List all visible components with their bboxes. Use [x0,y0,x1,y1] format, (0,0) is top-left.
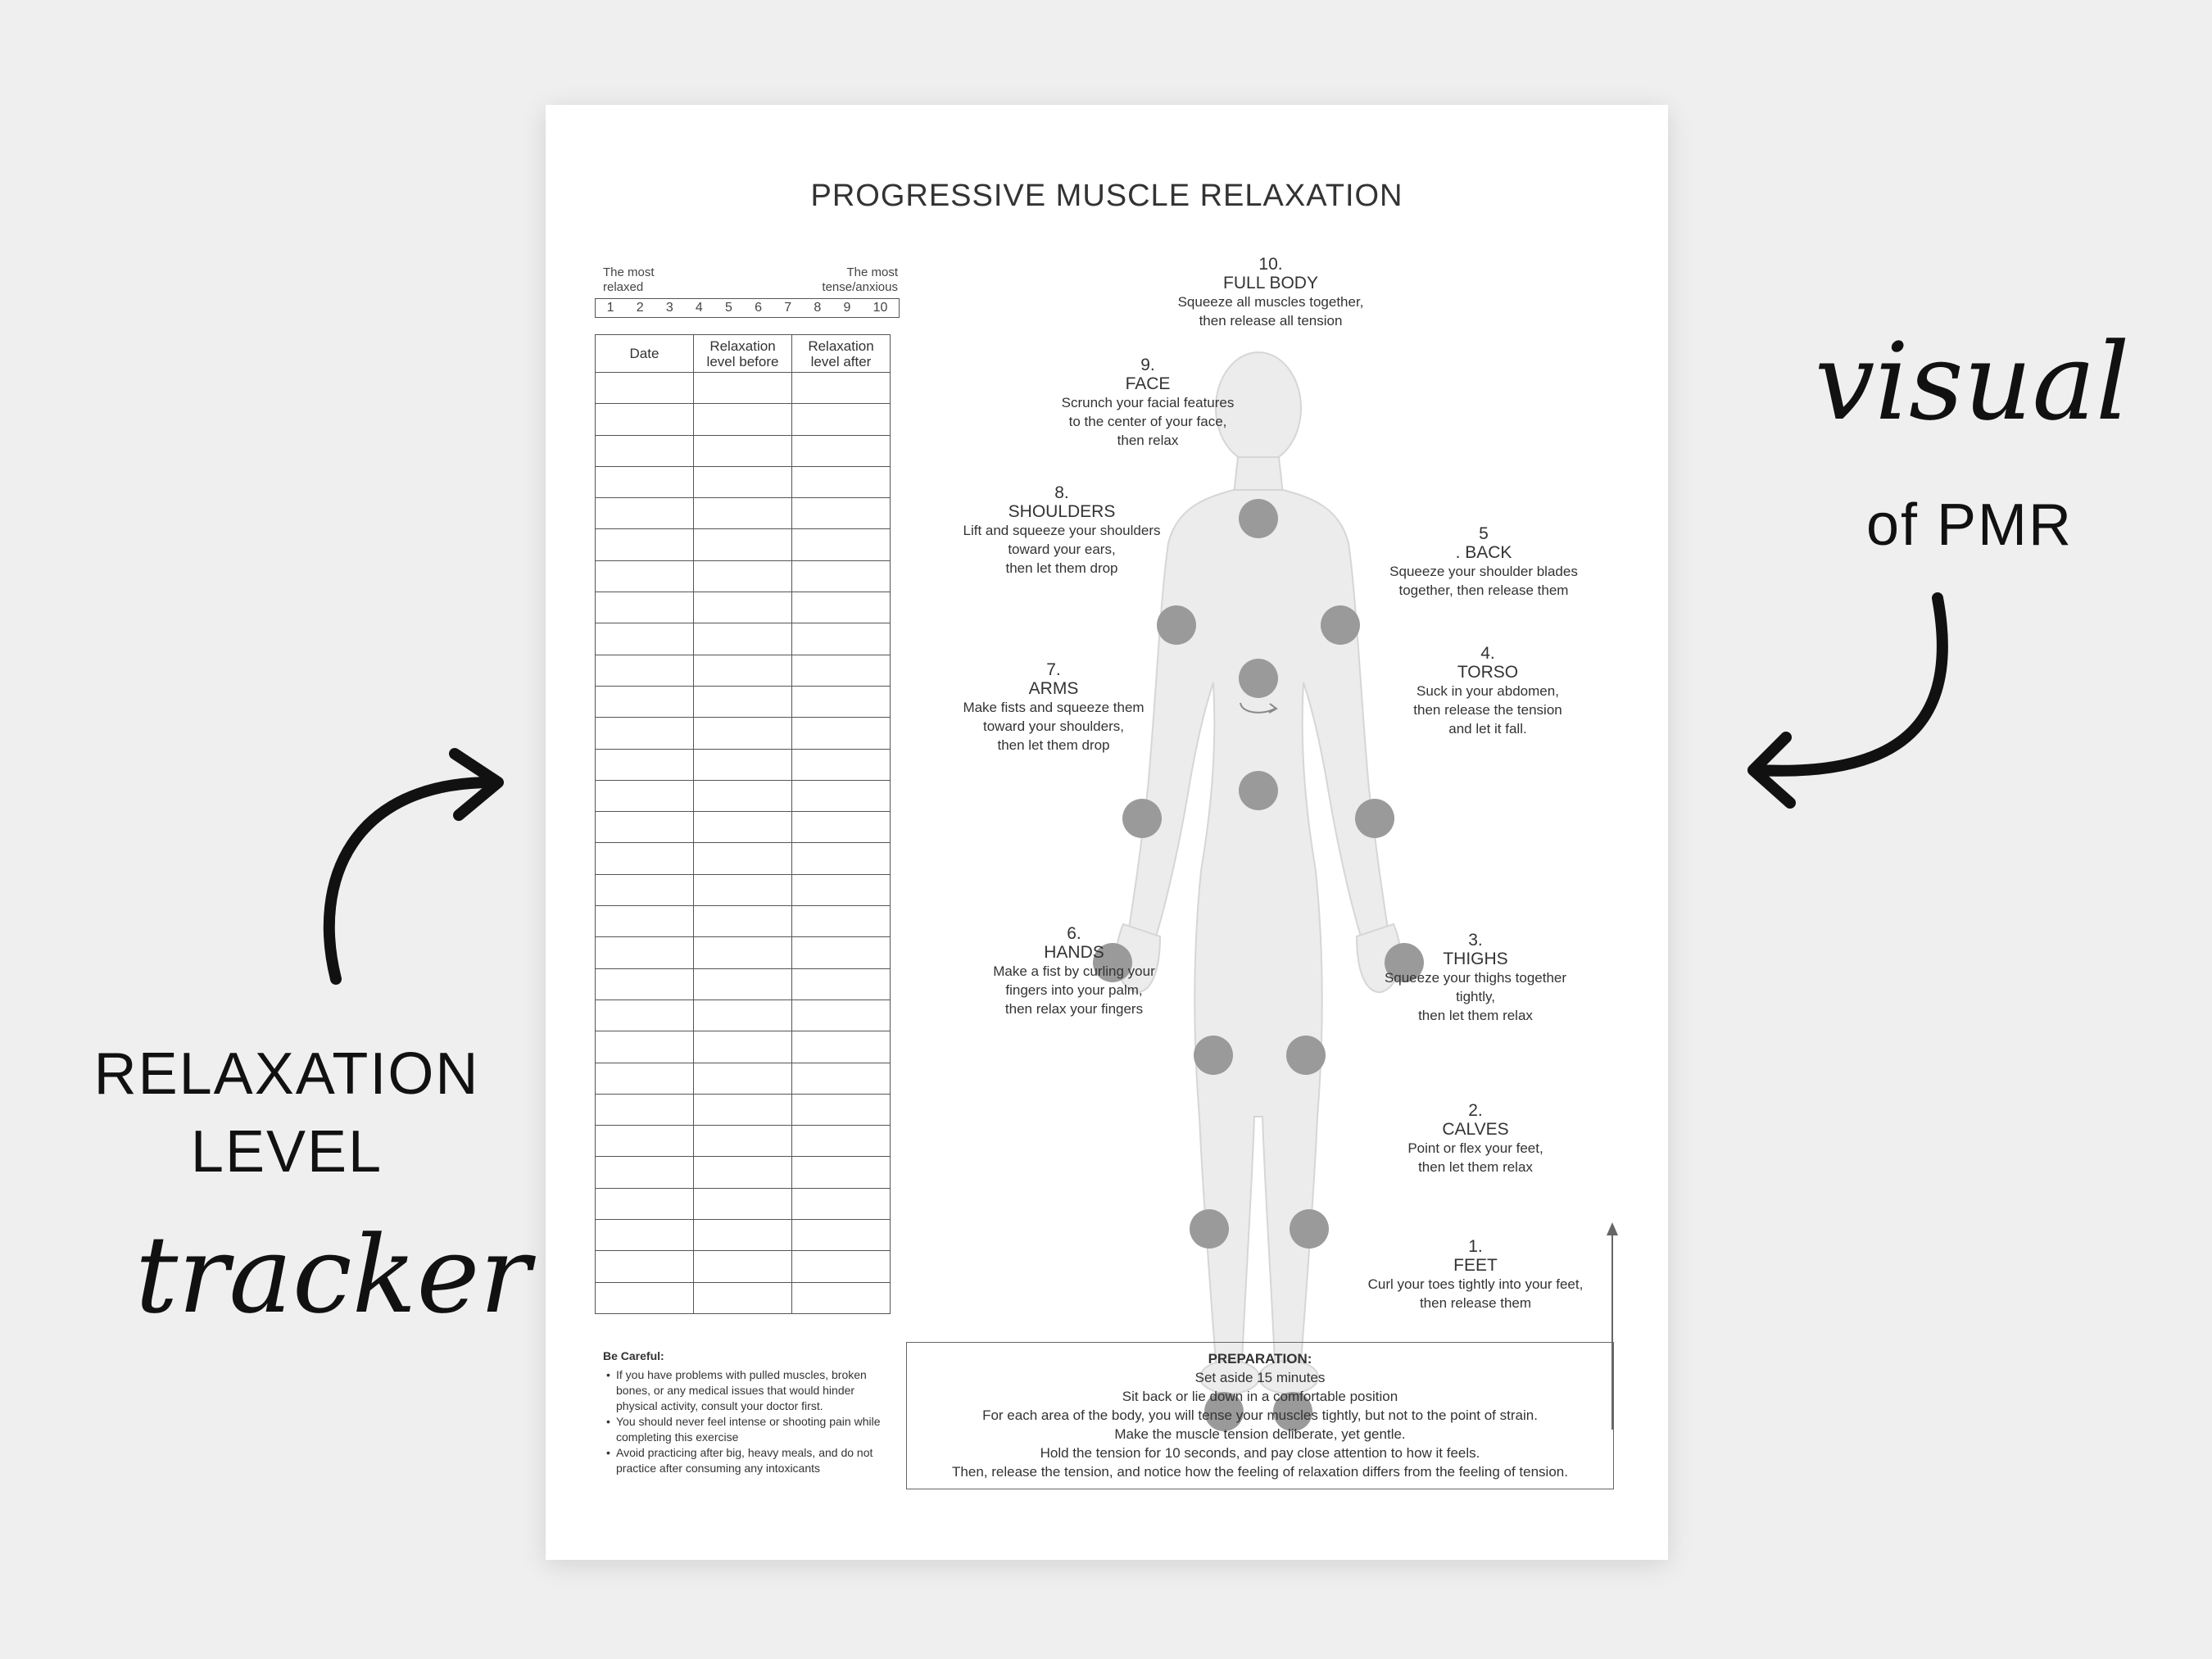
level-after-cell[interactable] [792,780,891,811]
be-careful-notes [603,1349,898,1476]
date-cell[interactable] [596,749,694,780]
level-before-cell[interactable] [694,623,792,655]
preparation-line: Set aside 15 minutes [1194,1370,1326,1385]
annotation-tracker: tracker [135,1213,531,1337]
level-after-cell[interactable] [792,999,891,1031]
level-before-cell[interactable] [694,874,792,905]
date-cell[interactable] [596,655,694,686]
table-row [596,1126,891,1157]
level-before-cell[interactable] [694,906,792,937]
date-cell[interactable] [596,968,694,999]
preparation-box [906,1342,1614,1489]
level-before-cell[interactable] [694,1031,792,1063]
step-desc: Squeeze all muscles together, [1177,294,1364,310]
list-item: • If you have problems with pulled muscles, broken bones, or any medical issues that would hinder physical activity, consult your doctor first. [611,1367,898,1414]
level-after-cell[interactable] [792,874,891,905]
level-before-cell[interactable] [694,999,792,1031]
table-row [596,1094,891,1125]
date-cell[interactable] [596,718,694,749]
level-before-cell[interactable] [694,435,792,466]
date-cell[interactable] [596,1220,694,1251]
step-heading: . BACK [1455,543,1512,562]
date-cell[interactable] [596,435,694,466]
curved-arrow-right-icon [1737,586,1974,823]
scale-number: 2 [636,301,644,315]
level-after-cell[interactable] [792,1188,891,1219]
preparation-line: For each area of the body, you will tense your muscles tightly, but not to the point of strain. [982,1407,1538,1423]
level-after-cell[interactable] [792,1282,891,1313]
date-cell[interactable] [596,373,694,404]
date-cell[interactable] [596,1126,694,1157]
scale-number: 10 [873,301,888,315]
step-heading: THIGHS [1443,950,1508,968]
step-desc: Point or flex your feet, [1407,1140,1543,1156]
level-before-cell[interactable] [694,1126,792,1157]
table-row [596,999,891,1031]
step-desc: then release them [1419,1295,1532,1311]
scale-number: 5 [725,301,732,315]
list-item: • You should never feel intense or shooting pain while completing this exercise [611,1414,898,1445]
scale-number: 3 [665,301,673,315]
step-8-shoulders [931,483,1193,578]
date-cell[interactable] [596,623,694,655]
table-row [596,373,891,404]
level-after-cell[interactable] [792,1157,891,1188]
column-before-line2: level before [706,353,779,369]
table-row [596,718,891,749]
date-cell[interactable] [596,999,694,1031]
shoulder-right-point [1321,605,1360,645]
date-cell[interactable] [596,780,694,811]
torso-point [1239,771,1278,810]
step-desc: then let them drop [997,737,1110,753]
table-row [596,968,891,999]
step-desc: tightly, [1456,989,1495,1004]
step-desc: to the center of your face, [1068,414,1227,429]
scale-left-label [603,265,655,295]
step-heading: HANDS [1044,943,1104,962]
step-number: 10. [1258,255,1283,274]
scale-left-label-line2: relaxed [603,280,644,294]
step-desc: Curl your toes tightly into your feet, [1367,1276,1584,1292]
list-item: • Avoid practicing after big, heavy meals, and do not practice after consuming any intoxicants [611,1445,898,1476]
preparation-line: Sit back or lie down in a comfortable position [1122,1389,1398,1404]
level-after-cell[interactable] [792,560,891,592]
step-number: 8. [1054,483,1069,502]
step-heading: CALVES [1442,1120,1509,1139]
table-row [596,435,891,466]
step-desc: toward your shoulders, [983,718,1124,734]
step-number: 7. [1046,660,1061,679]
table-row [596,1251,891,1282]
table-row [596,623,891,655]
level-before-cell[interactable] [694,812,792,843]
step-9-face [1017,356,1279,450]
level-before-cell[interactable] [694,373,792,404]
level-before-cell[interactable] [694,843,792,874]
thigh-right-point [1286,1036,1326,1075]
level-after-cell[interactable] [792,968,891,999]
scale-right-label-line2: tense/anxious [822,280,898,294]
level-before-cell[interactable] [694,1251,792,1282]
table-row [596,906,891,937]
table-row [596,1063,891,1094]
scale-number: 1 [606,301,614,315]
column-header-date [596,335,694,373]
step-number: 2. [1468,1101,1483,1120]
level-after-cell[interactable] [792,1220,891,1251]
step-desc: Scrunch your facial features [1061,395,1235,410]
table-row [596,466,891,497]
step-desc: then relax your fingers [1004,1001,1144,1017]
step-heading: TORSO [1457,663,1519,682]
scale-right-label-line1: The most [846,265,898,279]
level-before-cell[interactable] [694,466,792,497]
table-row [596,1220,891,1251]
date-cell[interactable] [596,1251,694,1282]
annotation-level: LEVEL [190,1119,383,1185]
step-desc: Lift and squeeze your shoulders [963,523,1161,538]
level-before-cell[interactable] [694,529,792,560]
level-after-cell[interactable] [792,937,891,968]
level-before-cell[interactable] [694,1063,792,1094]
tracker-rows [596,373,891,1314]
level-after-cell[interactable] [792,435,891,466]
step-desc: then let them drop [1005,560,1118,576]
date-cell[interactable] [596,937,694,968]
table-row [596,592,891,623]
table-row [596,937,891,968]
step-desc: then let them relax [1418,1159,1533,1175]
be-careful-title: Be Careful: [603,1349,664,1362]
date-cell[interactable] [596,686,694,717]
table-row [596,874,891,905]
table-row [596,655,891,686]
annotation-relaxation: RELAXATION [93,1041,480,1107]
scale-number: 7 [784,301,792,315]
step-desc: Make a fist by curling your [993,963,1155,979]
column-after-line2: level after [810,353,872,369]
column-header-before [694,335,792,373]
date-cell[interactable] [596,592,694,623]
scale-number: 6 [755,301,763,315]
scale-number: 4 [695,301,703,315]
worksheet-page [546,105,1668,1560]
step-3-thighs [1365,931,1586,1025]
step-heading: FEET [1453,1256,1498,1275]
table-row [596,1157,891,1188]
curved-arrow-left-icon [303,733,516,995]
level-after-cell[interactable] [792,373,891,404]
level-before-cell[interactable] [694,1157,792,1188]
column-before-line1: Relaxation [709,338,776,354]
date-cell[interactable] [596,906,694,937]
level-after-cell[interactable] [792,498,891,529]
table-row [596,843,891,874]
step-desc: Squeeze your shoulder blades [1389,564,1578,579]
date-cell[interactable] [596,874,694,905]
step-number: 5 [1479,524,1489,543]
relaxation-scale [595,298,900,318]
level-before-cell[interactable] [694,718,792,749]
preparation-line: Then, release the tension, and notice how the feeling of relaxation differs from the feeling of tension. [952,1464,1568,1480]
step-4-torso [1369,644,1607,738]
step-desc: toward your ears, [1008,542,1116,557]
level-after-cell[interactable] [792,623,891,655]
step-desc: then let them relax [1418,1008,1533,1023]
step-desc: Make fists and squeeze them [963,700,1145,715]
table-row [596,686,891,717]
date-cell[interactable] [596,812,694,843]
level-before-cell[interactable] [694,1282,792,1313]
step-number: 6. [1067,924,1081,943]
level-after-cell[interactable] [792,529,891,560]
step-desc: and let it fall. [1448,721,1527,737]
date-cell[interactable] [596,1031,694,1063]
level-before-cell[interactable] [694,780,792,811]
level-before-cell[interactable] [694,1220,792,1251]
date-cell[interactable] [596,1063,694,1094]
step-number: 9. [1140,356,1155,374]
table-row [596,812,891,843]
back-point [1239,659,1278,698]
level-after-cell[interactable] [792,686,891,717]
date-cell[interactable] [596,1282,694,1313]
step-desc: Suck in your abdomen, [1416,683,1559,699]
page-title: PROGRESSIVE MUSCLE RELAXATION [810,179,1403,213]
annotation-visual: visual [1815,320,2130,444]
step-desc: then relax [1117,433,1179,448]
step-desc: then release the tension [1413,702,1562,718]
relaxation-tracker-table [595,334,891,1314]
be-careful-list [603,1367,898,1476]
level-before-cell[interactable] [694,749,792,780]
scale-number: 8 [814,301,822,315]
step-1-feet [1349,1237,1602,1312]
level-after-cell[interactable] [792,812,891,843]
level-after-cell[interactable] [792,592,891,623]
table-row [596,560,891,592]
date-cell[interactable] [596,466,694,497]
level-after-cell[interactable] [792,655,891,686]
step-7-arms [922,660,1185,755]
scale-number: 9 [843,301,851,315]
step-10-full-body [1148,255,1394,330]
level-after-cell[interactable] [792,718,891,749]
step-2-calves [1373,1101,1578,1176]
table-row [596,404,891,435]
date-cell[interactable] [596,529,694,560]
scale-right-label [805,265,898,295]
table-row [596,529,891,560]
preparation-line: Make the muscle tension deliberate, yet gentle. [1114,1426,1406,1442]
column-after-line1: Relaxation [808,338,874,354]
date-cell[interactable] [596,1188,694,1219]
level-after-cell[interactable] [792,1031,891,1063]
level-after-cell[interactable] [792,466,891,497]
shoulder-left-point [1157,605,1196,645]
step-number: 4. [1480,644,1495,663]
level-before-cell[interactable] [694,560,792,592]
step-desc: then release all tension [1199,313,1343,329]
level-before-cell[interactable] [694,592,792,623]
level-after-cell[interactable] [792,1251,891,1282]
date-cell[interactable] [596,1157,694,1188]
level-before-cell[interactable] [694,937,792,968]
level-before-cell[interactable] [694,686,792,717]
column-header-after [792,335,891,373]
level-after-cell[interactable] [792,843,891,874]
table-row [596,498,891,529]
table-row [596,1282,891,1313]
calf-right-point [1290,1209,1329,1249]
level-before-cell[interactable] [694,655,792,686]
table-row [596,749,891,780]
date-cell[interactable] [596,404,694,435]
level-before-cell[interactable] [694,1188,792,1219]
step-6-hands [972,924,1176,1018]
date-cell[interactable] [596,843,694,874]
step-5-back [1365,524,1602,600]
arm-right-point [1355,799,1394,838]
scale-left-label-line1: The most [603,265,655,279]
thigh-left-point [1194,1036,1233,1075]
step-heading: ARMS [1028,679,1079,698]
face-point [1239,499,1278,538]
level-after-cell[interactable] [792,906,891,937]
arm-left-point [1122,799,1162,838]
date-cell[interactable] [596,560,694,592]
step-number: 3. [1468,931,1483,950]
column-date-label: Date [629,346,660,361]
table-row [596,780,891,811]
date-cell[interactable] [596,498,694,529]
preparation-title: PREPARATION: [1208,1351,1312,1367]
level-after-cell[interactable] [792,1063,891,1094]
table-header-row [596,335,891,373]
level-after-cell[interactable] [792,404,891,435]
level-before-cell[interactable] [694,404,792,435]
level-after-cell[interactable] [792,749,891,780]
level-before-cell[interactable] [694,968,792,999]
table-row [596,1031,891,1063]
step-desc: Squeeze your thighs together [1384,970,1567,986]
step-desc: together, then release them [1398,582,1569,598]
step-number: 1. [1468,1237,1483,1256]
date-cell[interactable] [596,1094,694,1125]
step-desc: fingers into your palm, [1005,982,1143,998]
calf-left-point [1190,1209,1229,1249]
level-after-cell[interactable] [792,1126,891,1157]
annotation-of-pmr: of PMR [1865,492,2073,558]
preparation-line: Hold the tension for 10 seconds, and pay close attention to how it feels. [1040,1445,1480,1461]
level-before-cell[interactable] [694,498,792,529]
table-row [596,1188,891,1219]
level-before-cell[interactable] [694,1094,792,1125]
step-heading: SHOULDERS [1008,502,1116,521]
step-heading: FACE [1125,374,1171,393]
step-heading: FULL BODY [1223,274,1318,292]
level-after-cell[interactable] [792,1094,891,1125]
